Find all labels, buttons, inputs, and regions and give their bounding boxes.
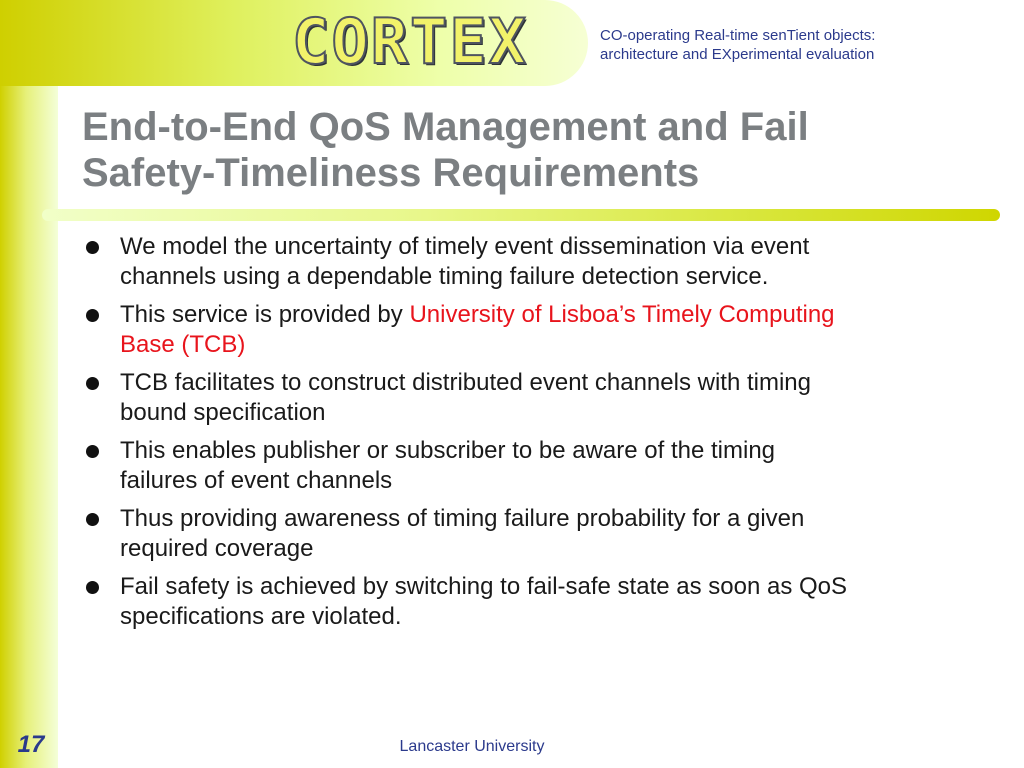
- cortex-logo: CORTEX: [292, 4, 528, 78]
- bullet-text-line: TCB facilitates to construct distributed event channels with timing: [120, 369, 811, 396]
- bullet-dot-icon: [86, 241, 99, 254]
- slide-title-line-2: Safety-Timeliness Requirements: [82, 151, 700, 195]
- bullet-text-line: failures of event channels: [120, 467, 393, 494]
- bullet-dot-icon: [86, 513, 99, 526]
- footer-institution: [0, 738, 984, 756]
- bullet-text-line: We model the uncertainty of timely event dissemination via event: [120, 233, 810, 260]
- bullet-item: [82, 232, 1002, 292]
- bullet-dot-icon: [86, 581, 99, 594]
- bullet-item: [82, 436, 1002, 496]
- bullet-text-line: [120, 300, 1002, 330]
- bullet-item: [82, 300, 1002, 360]
- bullet-text-line: Thus providing awareness of timing failure probability for a given: [120, 505, 805, 532]
- project-caption: [600, 26, 960, 64]
- bullet-dot-icon: [86, 377, 99, 390]
- bullet-text: This service is provided by: [120, 301, 410, 328]
- tcb-highlight-text: University of Lisboa’s Timely Computing: [409, 301, 835, 328]
- title-underline-bar: [42, 209, 1000, 221]
- bullet-text-line: specifications are violated.: [120, 603, 402, 630]
- page-number: 17: [17, 731, 45, 758]
- project-caption-line-2: architecture and EXperimental evaluation: [600, 46, 875, 63]
- bullet-text-line: bound specification: [120, 399, 326, 426]
- bullet-text-line: This enables publisher or subscriber to be aware of the timing: [120, 437, 776, 464]
- footer-institution-text: Lancaster University: [399, 738, 545, 755]
- bullet-item: [82, 572, 1002, 632]
- bullet-list: [82, 232, 1002, 640]
- slide-title: [82, 104, 1002, 196]
- bullet-item: [82, 368, 1002, 428]
- slide-title-line-1: End-to-End QoS Management and Fail: [82, 105, 809, 149]
- tcb-highlight-text: Base (TCB): [120, 331, 246, 358]
- bullet-dot-icon: [86, 445, 99, 458]
- bullet-dot-icon: [86, 309, 99, 322]
- project-caption-line-1: CO-operating Real-time senTient objects:: [600, 27, 876, 44]
- bullet-text-line: required coverage: [120, 535, 314, 562]
- bullet-item: [82, 504, 1002, 564]
- bullet-text-line: Fail safety is achieved by switching to fail-safe state as soon as QoS: [120, 573, 848, 600]
- left-decorative-band: [0, 0, 58, 768]
- bullet-text-line: channels using a dependable timing failure detection service.: [120, 263, 769, 290]
